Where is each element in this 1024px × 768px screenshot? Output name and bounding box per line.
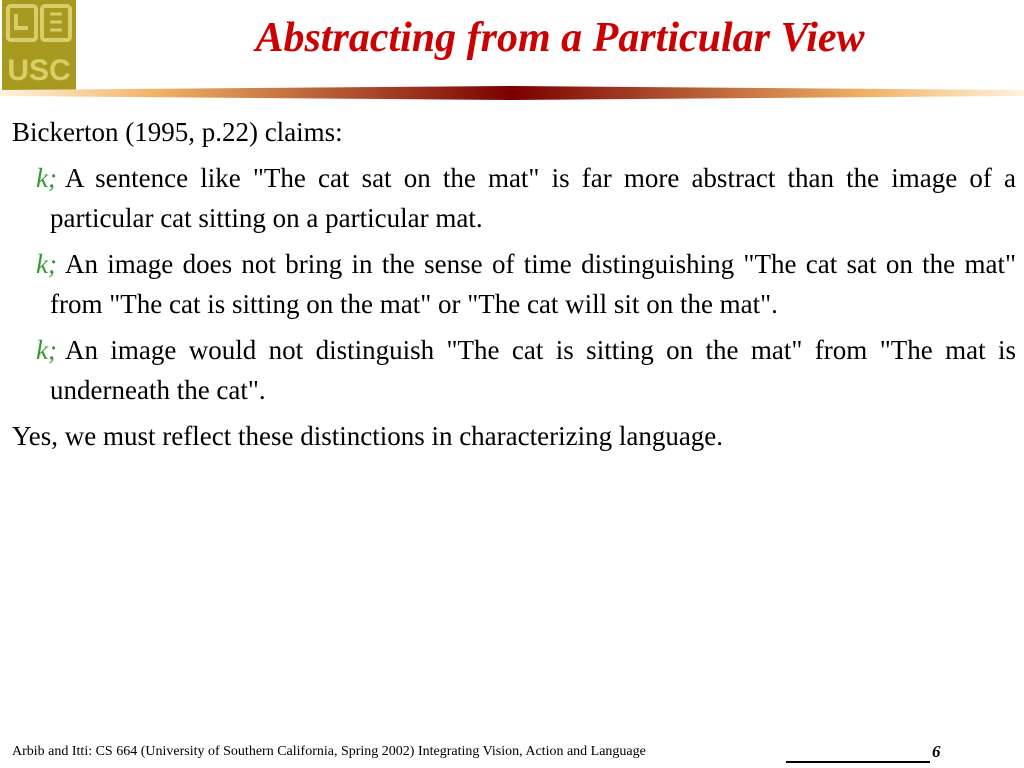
usc-logo-icon — [2, 0, 76, 90]
bullet-text: An image does not bring in the sense of time distinguishing "The cat sat on the mat" from "The cat is sitting on the mat" or "The cat will sit on the mat". — [50, 249, 1016, 319]
footer-underline — [786, 761, 930, 763]
bullet-text: An image would not distinguish "The cat is sitting on the mat" from "The mat is underneath the cat". — [50, 335, 1016, 405]
bullet-text: A sentence like "The cat sat on the mat" is far more abstract than the image of a particular cat sitting on a particular mat. — [50, 163, 1016, 233]
bullet-item — [12, 158, 1016, 238]
footer-text: Arbib and Itti: CS 664 (University of Southern California, Spring 2002) Integrating Vision, Action and Language — [12, 744, 646, 759]
slide-title: Abstracting from a Particular View — [255, 15, 865, 61]
conclusion-text: Yes, we must reflect these distinctions in characterizing language. — [12, 421, 724, 451]
page-number: 6 — [932, 742, 941, 761]
title-divider — [0, 86, 1024, 102]
slide-body — [12, 112, 1016, 462]
bullet-icon: k; — [36, 249, 57, 279]
slide-footer — [12, 744, 1016, 768]
bullet-item — [12, 244, 1016, 324]
bullet-icon: k; — [36, 335, 57, 365]
bullet-item — [12, 330, 1016, 410]
logo-text: USC — [7, 54, 71, 87]
bullet-icon: k; — [36, 163, 57, 193]
intro-text: Bickerton (1995, p.22) claims: — [12, 117, 343, 147]
